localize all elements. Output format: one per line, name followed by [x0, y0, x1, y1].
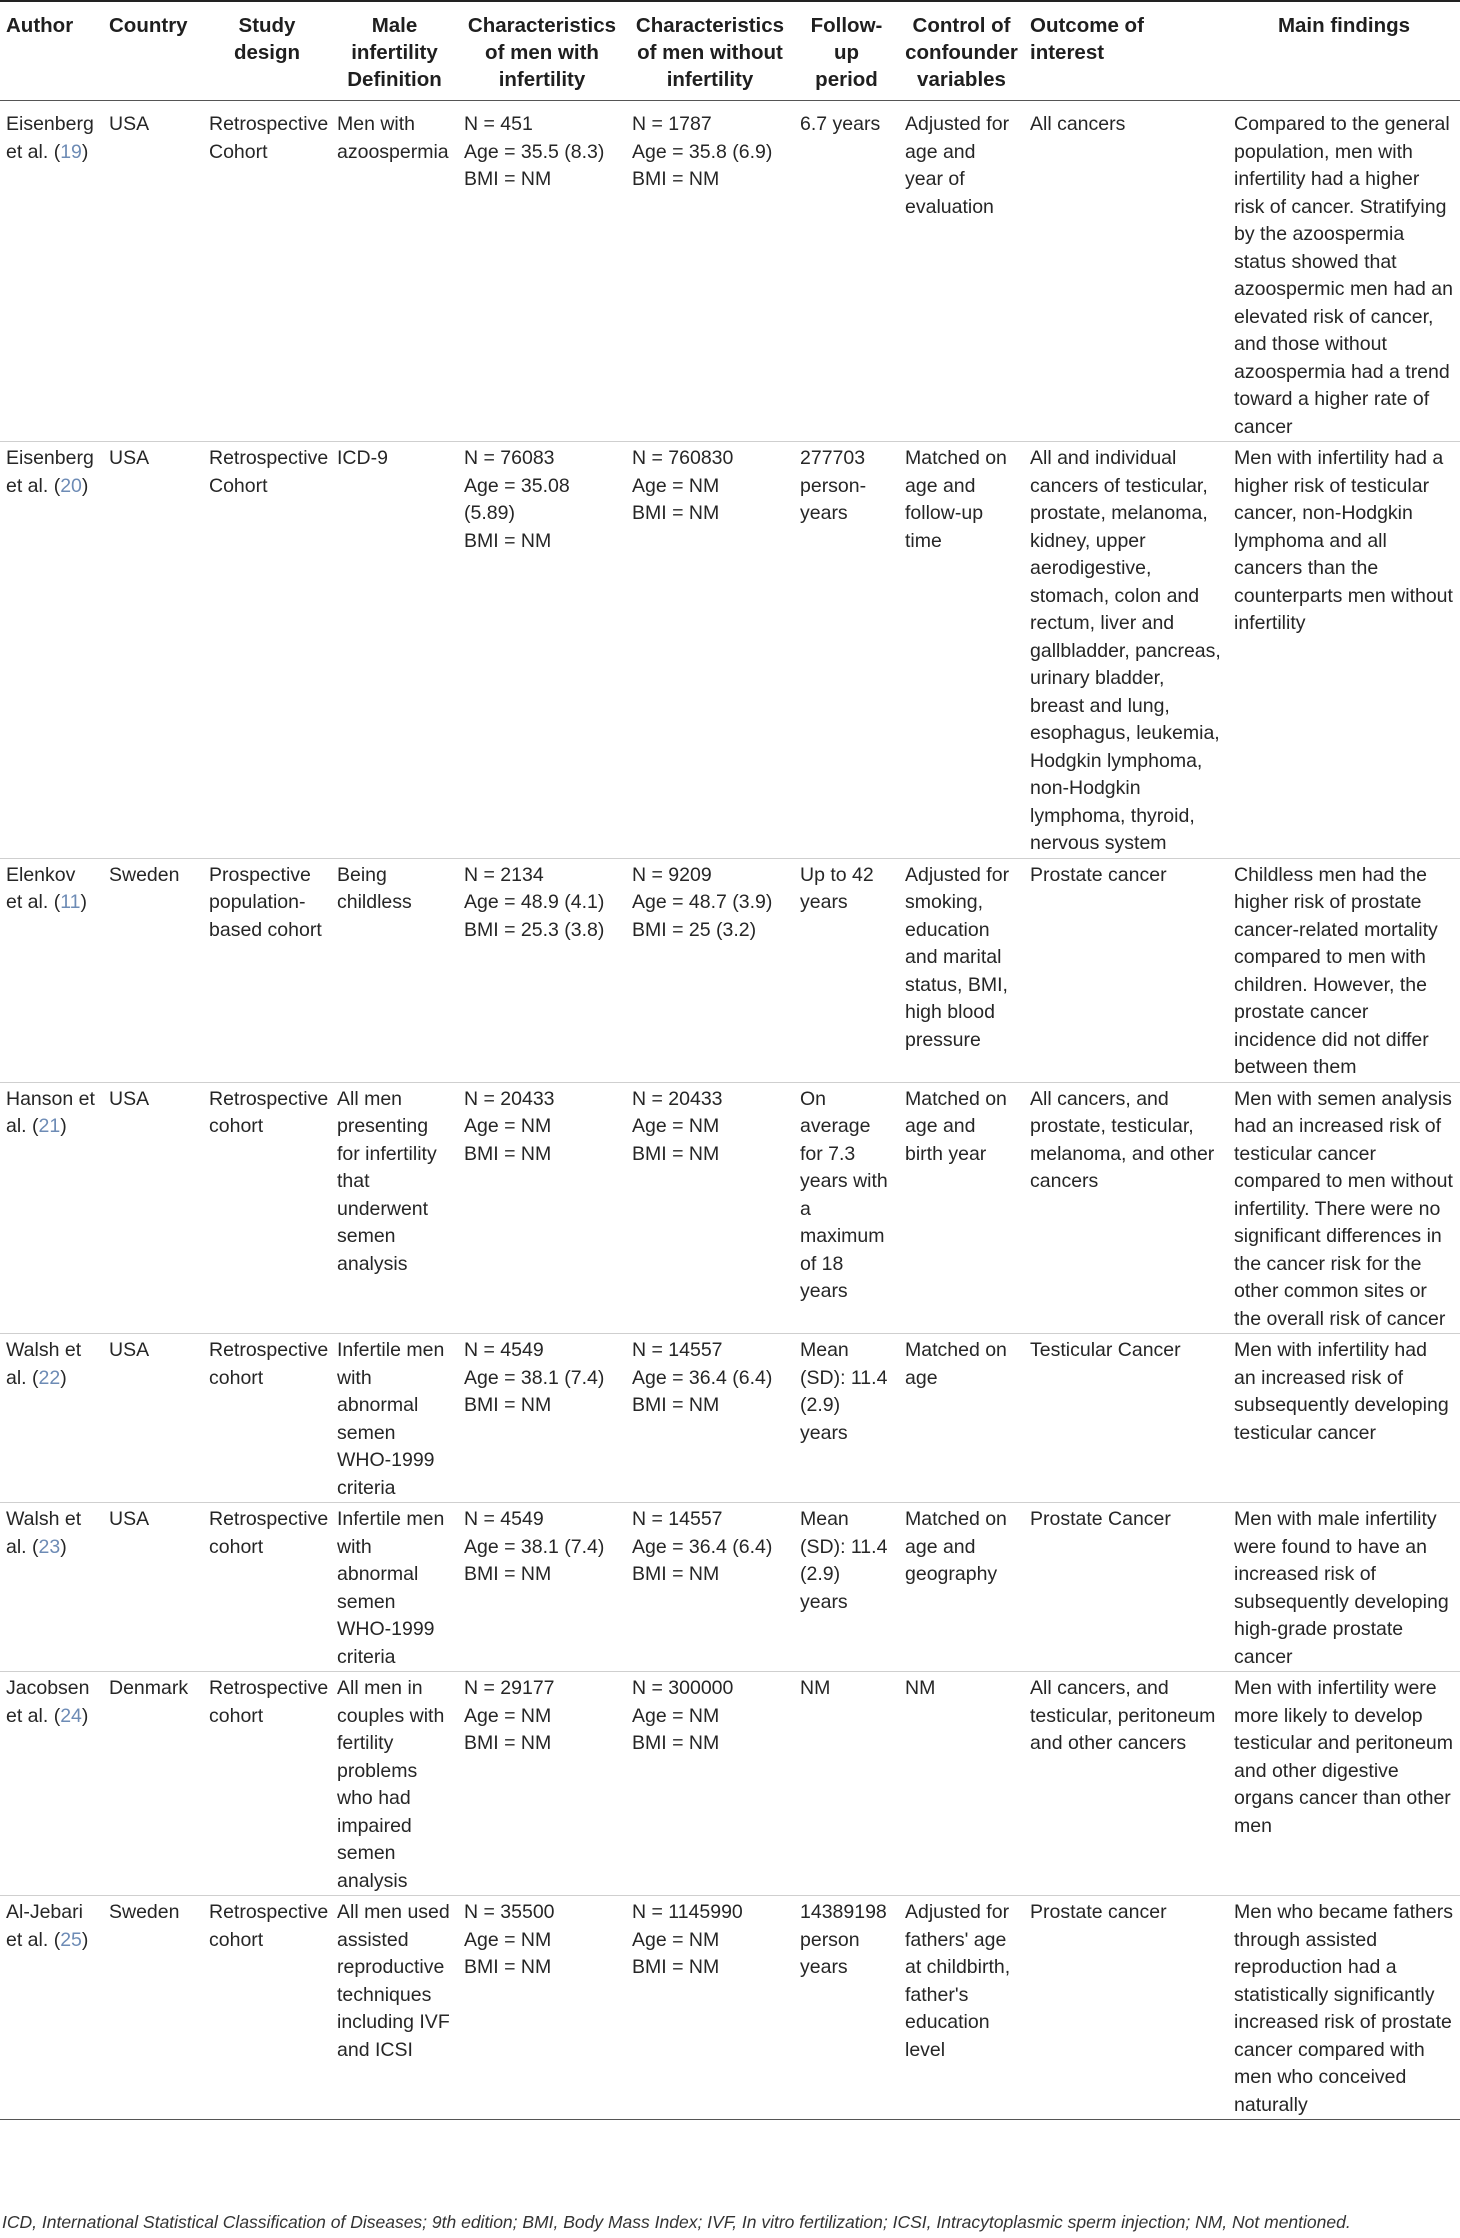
cell-study-design: Retrospective cohort — [209, 1677, 329, 1727]
cell-outcome: All cancers, and testicular, peritoneum and other cancers — [1030, 1677, 1216, 1754]
author-name: Eisenberg et al. — [6, 113, 94, 163]
cell-infertility-definition: All men in couples with fertility problems who had impaired semen analysis — [337, 1677, 445, 1892]
table-row — [0, 1334, 1460, 1503]
cell-without-infertility: N = 14557 Age = 36.4 (6.4) BMI = NM — [632, 1339, 773, 1416]
reference-link[interactable]: 20 — [60, 474, 82, 497]
cell-confounders: NM — [905, 1677, 936, 1699]
cell-main-findings: Men with infertility had a higher risk of testicular cancer, non-Hodgkin lymphoma and all cancers than the counterparts men without infertility — [1234, 447, 1453, 634]
cell-main-findings: Compared to the general population, men with infertility had a higher risk of cancer. Stratifying by the azoospermia status showed that azoospermic men had an elevated risk of cancer, and those without azoospermia had a trend toward a higher rate of cancer — [1234, 113, 1453, 438]
reference-link[interactable]: 19 — [60, 140, 82, 163]
table-footnote: ICD, International Statistical Classification of Diseases; 9th edition; BMI, Body Mass Index; IVF, In vitro fertilization; ICSI, Intracytoplasmic sperm injection; NM, Not mentioned. — [2, 2212, 1351, 2232]
cell-without-infertility: N = 1787 Age = 35.8 (6.9) BMI = NM — [632, 113, 773, 190]
table-row — [0, 858, 1460, 1082]
cell-with-infertility: N = 20433 Age = NM BMI = NM — [464, 1087, 555, 1165]
header-country: Country — [109, 14, 188, 37]
reference-link[interactable]: 11 — [60, 891, 81, 913]
cell-confounders: Adjusted for fathers' age at childbirth, father's education level — [905, 1901, 1011, 2061]
cell-study-design: Retrospective cohort — [209, 1901, 329, 1951]
cell-with-infertility: N = 29177 Age = NM BMI = NM — [464, 1677, 555, 1754]
author-name: Elenkov et al. — [6, 863, 76, 913]
header-study-design: Study design — [233, 14, 301, 64]
cell-infertility-definition: Infertile men with abnormal semen WHO-1999 criteria — [337, 1508, 445, 1668]
cell-with-infertility: N = 2134 Age = 48.9 (4.1) BMI = 25.3 (3.8) — [464, 863, 605, 941]
cell-author: Hanson et al. (21) — [6, 1087, 95, 1137]
cell-main-findings: Men with semen analysis had an increased risk of testicular cancer compared to men without infertility. There were no significant differences in the cancer risk for the other common sites or the overall risk of cancer — [1234, 1087, 1453, 1330]
cell-follow-up: On average for 7.3 years with a maximum of 18 years — [800, 1087, 888, 1302]
cell-confounders: Matched on age and follow-up time — [905, 447, 1007, 552]
header-confounders: Control of confounder variables — [905, 14, 1018, 91]
header-infertility-definition: Male infertility Definition — [347, 14, 442, 91]
reference-link[interactable]: 22 — [38, 1366, 61, 1389]
author-name: Walsh et al. — [6, 1339, 82, 1389]
cell-country: Denmark — [109, 1677, 189, 1699]
cell-main-findings: Men with male infertility were found to have an increased risk of subsequently developing high-grade prostate cancer — [1234, 1508, 1449, 1668]
cell-follow-up: 277703 person-years — [800, 447, 867, 524]
cell-study-design: Retrospective cohort — [209, 1087, 329, 1137]
cell-outcome: All and individual cancers of testicular, prostate, melanoma, kidney, upper aerodigestive, stomach, colon and rectum, liver and gallbladder, pancreas, urinary bladder, breast and lung, esophagus, leukemia, Hodgkin lymphoma, non-Hodgkin lymphoma, thyroid, nervous system — [1030, 447, 1221, 854]
cell-infertility-definition: Men with azoospermia — [337, 113, 449, 163]
cell-outcome: Prostate cancer — [1030, 863, 1167, 886]
cell-country: Sweden — [109, 1901, 180, 1923]
header-main-findings: Main findings — [1277, 14, 1411, 37]
cell-confounders: Matched on age and geography — [905, 1508, 1007, 1585]
cell-with-infertility: N = 4549 Age = 38.1 (7.4) BMI = NM — [464, 1339, 605, 1416]
cell-follow-up: 14389198 person years — [800, 1901, 887, 1978]
cell-author: Jacobsen et al. (24) — [6, 1677, 90, 1727]
cell-infertility-definition: Infertile men with abnormal semen WHO-1999 criteria — [337, 1339, 445, 1499]
cell-confounders: Matched on age and birth year — [905, 1087, 1007, 1165]
cell-infertility-definition: All men used assisted reproductive techniques including IVF and ICSI — [337, 1901, 450, 2061]
cell-outcome: All cancers — [1030, 113, 1126, 135]
cell-country: Sweden — [109, 863, 180, 886]
author-name: Walsh et al. — [6, 1508, 82, 1558]
cell-author: Eisenberg et al. (20) — [6, 447, 94, 497]
author-name: Hanson et al. — [6, 1087, 95, 1137]
cell-without-infertility: N = 20433 Age = NM BMI = NM — [632, 1087, 723, 1165]
cell-with-infertility: N = 451 Age = 35.5 (8.3) BMI = NM — [464, 113, 605, 190]
cell-author: Eisenberg et al. (19) — [6, 113, 94, 163]
cell-outcome: All cancers, and prostate, testicular, melanoma, and other cancers — [1030, 1087, 1215, 1192]
cell-country: USA — [109, 113, 150, 135]
table-row — [0, 1672, 1460, 1896]
cell-without-infertility: N = 300000 Age = NM BMI = NM — [632, 1677, 734, 1754]
author-name: Eisenberg et al. — [6, 447, 94, 497]
cell-with-infertility: N = 35500 Age = NM BMI = NM — [464, 1901, 555, 1978]
table-row — [0, 1896, 1460, 2120]
cell-follow-up: NM — [800, 1677, 831, 1699]
header-author: Author — [6, 14, 74, 37]
cell-without-infertility: N = 9209 Age = 48.7 (3.9) BMI = 25 (3.2) — [632, 863, 773, 941]
cell-country: USA — [109, 1508, 150, 1530]
cell-main-findings: Men with infertility were more likely to develop testicular and peritoneum and other digestive organs cancer than other men — [1234, 1677, 1453, 1837]
header-follow-up: Follow-up period — [810, 14, 883, 91]
cell-without-infertility: N = 14557 Age = 36.4 (6.4) BMI = NM — [632, 1508, 773, 1585]
cell-author: Walsh et al. (23) — [6, 1508, 82, 1558]
cell-with-infertility: N = 76083 Age = 35.08 (5.89) BMI = NM — [464, 447, 570, 552]
cell-follow-up: Mean (SD): 11.4 (2.9) years — [800, 1339, 888, 1444]
reference-link[interactable]: 24 — [60, 1704, 82, 1727]
cell-outcome: Prostate Cancer — [1030, 1508, 1171, 1530]
cell-outcome: Testicular Cancer — [1030, 1339, 1181, 1361]
cell-follow-up: Up to 42 years — [800, 863, 874, 913]
cell-infertility-definition: ICD-9 — [337, 447, 388, 469]
reference-link[interactable]: 25 — [60, 1928, 82, 1951]
cell-confounders: Matched on age — [905, 1339, 1007, 1389]
cell-without-infertility: N = 760830 Age = NM BMI = NM — [632, 447, 734, 524]
header-with-infertility: Characteristics of men with infertility — [467, 14, 617, 91]
cell-country: USA — [109, 1087, 150, 1110]
cell-with-infertility: N = 4549 Age = 38.1 (7.4) BMI = NM — [464, 1508, 605, 1585]
cell-confounders: Adjusted for age and year of evaluation — [905, 113, 1010, 218]
reference-link[interactable]: 23 — [38, 1535, 61, 1558]
author-name: Al-Jebari et al. — [6, 1901, 83, 1951]
header-row — [0, 1, 1460, 101]
table-row — [0, 442, 1460, 859]
cell-study-design: Retrospective Cohort — [209, 113, 329, 163]
cell-study-design: Prospective population-based cohort — [209, 863, 322, 941]
table-row — [0, 101, 1460, 442]
cell-follow-up: Mean (SD): 11.4 (2.9) years — [800, 1508, 888, 1613]
cell-main-findings: Childless men had the higher risk of prostate cancer-related mortality compared to men with children. However, the prostate cancer incidence did not differ between them — [1234, 863, 1438, 1078]
cell-author: Al-Jebari et al. (25) — [6, 1901, 89, 1951]
reference-link[interactable]: 21 — [38, 1115, 61, 1137]
cell-infertility-definition: Being childless — [337, 863, 412, 913]
cell-follow-up: 6.7 years — [800, 113, 881, 135]
cell-country: USA — [109, 1339, 150, 1361]
cell-confounders: Adjusted for smoking, education and marital status, BMI, high blood pressure — [905, 863, 1010, 1051]
header-without-infertility: Characteristics of men without infertility — [635, 14, 785, 91]
cell-main-findings: Men with infertility had an increased risk of subsequently developing testicular cancer — [1234, 1339, 1449, 1444]
cell-outcome: Prostate cancer — [1030, 1901, 1167, 1923]
cell-study-design: Retrospective Cohort — [209, 447, 329, 497]
author-name: Jacobsen et al. — [6, 1677, 90, 1727]
cell-without-infertility: N = 1145990 Age = NM BMI = NM — [632, 1901, 743, 1978]
cell-infertility-definition: All men presenting for infertility that underwent semen analysis — [337, 1087, 437, 1275]
cell-main-findings: Men who became fathers through assisted reproduction had a statistically significantly increased risk of prostate cancer compared with men who conceived naturally — [1234, 1901, 1453, 2116]
cell-study-design: Retrospective cohort — [209, 1339, 329, 1389]
cell-author: Walsh et al. (22) — [6, 1339, 82, 1389]
table-row — [0, 1503, 1460, 1672]
cell-study-design: Retrospective cohort — [209, 1508, 329, 1558]
header-outcome: Outcome of interest — [1030, 14, 1144, 64]
cell-country: USA — [109, 447, 150, 469]
cell-author: Elenkov et al. (11) — [6, 863, 87, 913]
table-row — [0, 1082, 1460, 1334]
